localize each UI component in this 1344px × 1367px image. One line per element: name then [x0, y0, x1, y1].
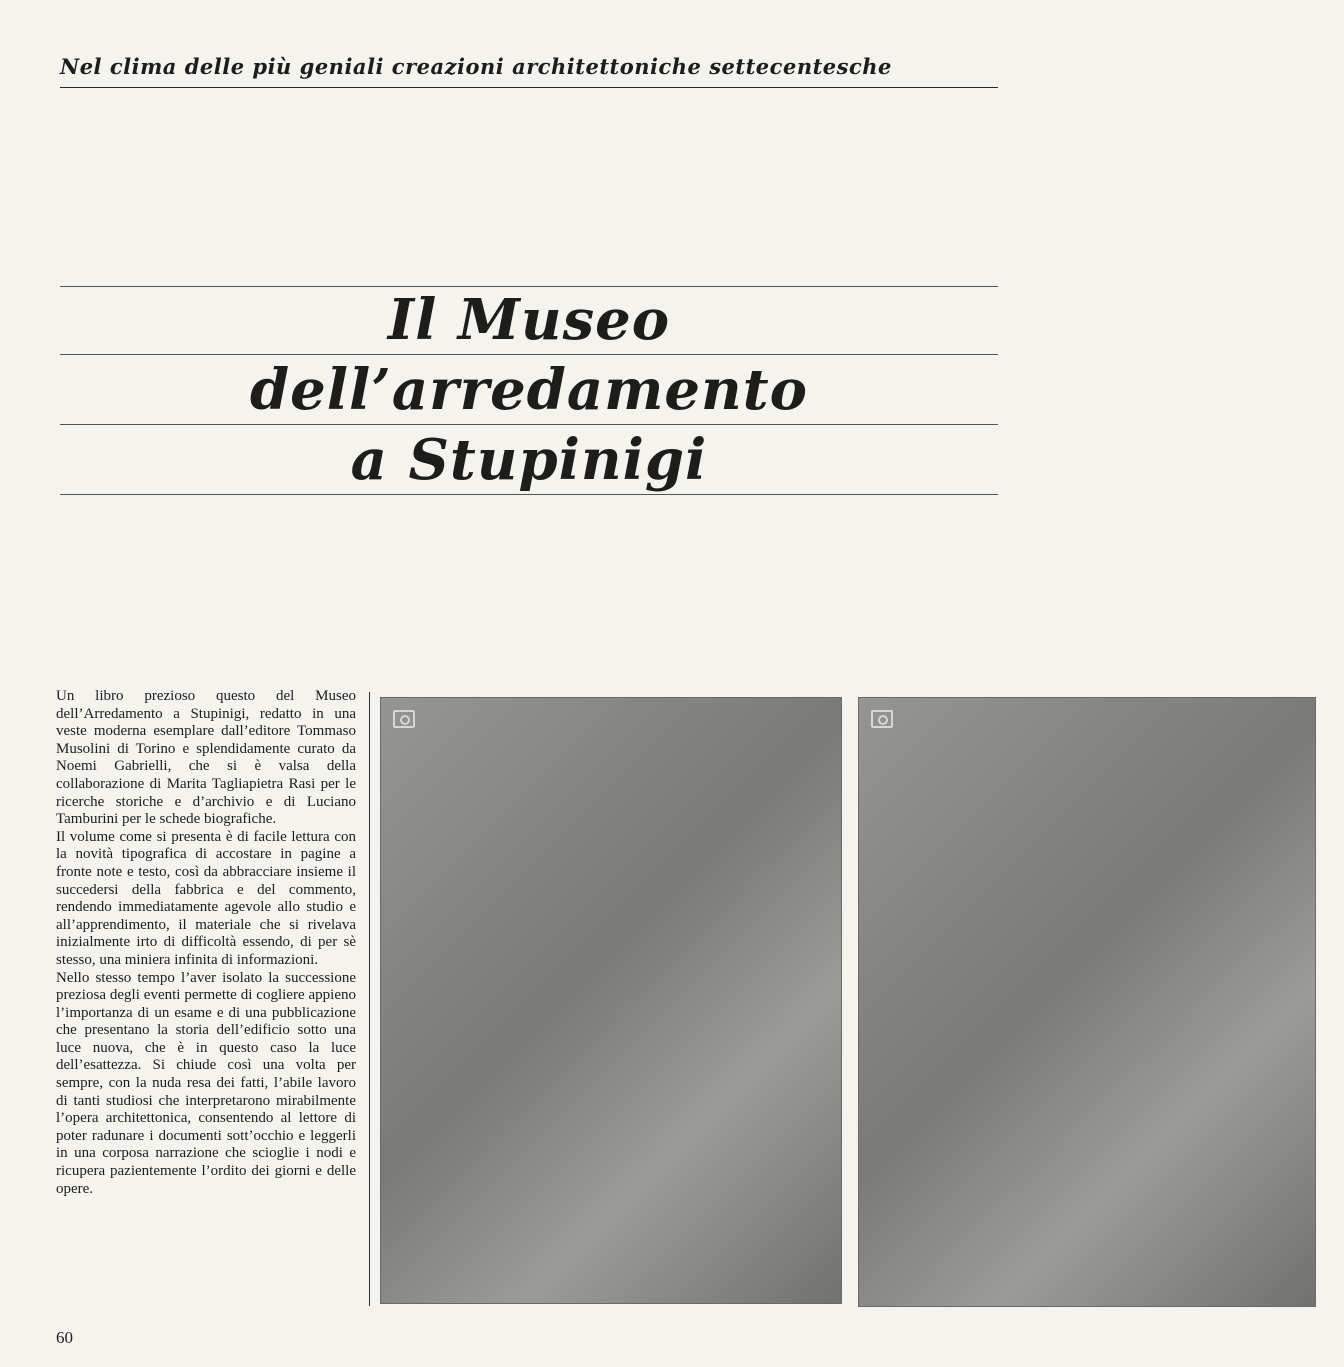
- title-rule-4: [60, 494, 998, 495]
- title-rule-3: [60, 424, 998, 425]
- title-line-2: dell’arredamento: [249, 357, 808, 423]
- kicker-rule: [60, 87, 998, 88]
- photo-salon-with-table: [380, 697, 842, 1304]
- column-rule: [369, 692, 370, 1306]
- title-line-1: Il Museo: [387, 287, 671, 353]
- photo-room-with-chandelier: [858, 697, 1316, 1307]
- title-rule-2: [60, 354, 998, 355]
- paragraph-1: Un libro prezioso questo del Museo dell’Arredamento a Stupinigi, redatto in una veste moderna esemplare dall’editore Tommaso Musolini di Torino e splendidamente curato da Noemi Gabrielli, che si è valsa della collaborazione di Marita Tagliapietra Rasi per le ricerche storiche e d’archivio e di Luciano Tamburini per le schede biografiche.: [56, 688, 356, 828]
- paragraph-2: Il volume come si presenta è di facile lettura con la novità tipografica di accostare in pagine a fronte note e testo, così da abbracciare insieme il succedersi della fabbrica e del commento, rendendo immediatamente agevole allo studio e all’apprendimento, il materiale che si rivelava inizialmente irto di difficoltà essendo, di per sè stesso, una miniera infinita di informazioni.: [56, 828, 356, 968]
- paragraph-3: Nello stesso tempo l’aver isolato la successione preziosa degli eventi permette di cogliere appieno l’importanza di un esame e di una pubblicazione che presentano la storia dell’edificio sotto una luce nuova, che è in questo caso la luce dell’esattezza. Si chiude così una volta per sempre, con la nuda resa dei fatti, l’abile lavoro di tanti studiosi che interpretarono mirabilmente l’opera architettonica, consentendo al lettore di poter radunare i documenti sott’occhio e leggerli in una corposa narrazione che scioglie i nodi e ricupera pazientemente l’ordito dei giorni e delle opere.: [56, 969, 356, 1197]
- page-number: 60: [56, 1328, 73, 1347]
- image-icon: [393, 710, 415, 728]
- kicker-headline: Nel clima delle più geniali creazioni architettoniche settecentesche: [60, 54, 892, 79]
- image-icon: [871, 710, 893, 728]
- article-body: [56, 688, 356, 1198]
- title-line-3: a Stupinigi: [350, 427, 708, 493]
